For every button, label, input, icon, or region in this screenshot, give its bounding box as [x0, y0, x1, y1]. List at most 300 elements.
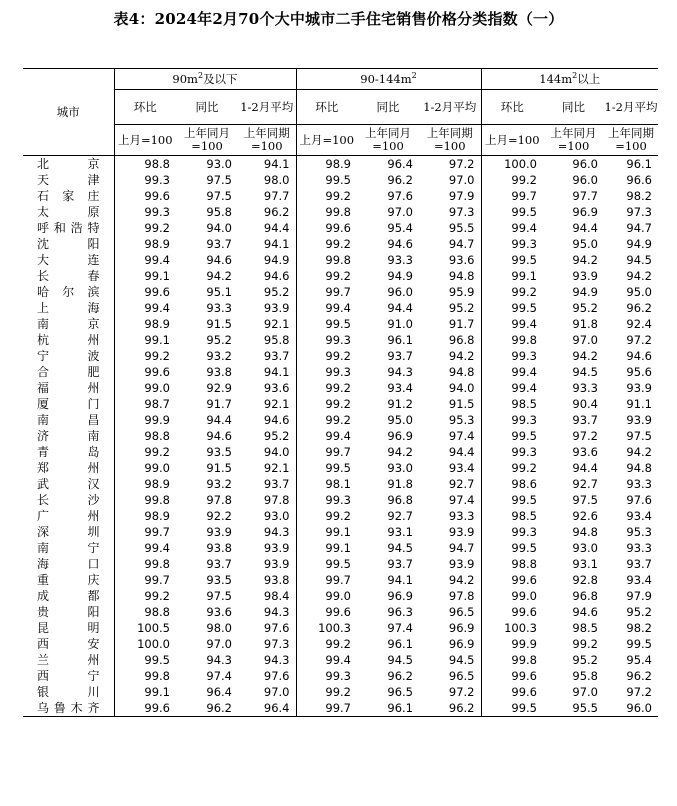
index-value: 93.6: [263, 381, 290, 395]
index-value: 99.6: [481, 572, 543, 588]
city-name: 南宁: [37, 541, 100, 555]
table-row: [23, 284, 658, 300]
table-body: [23, 156, 658, 717]
index-value: 94.5: [572, 365, 598, 379]
index-value: 98.9: [114, 476, 176, 492]
city-name: 贵阳: [37, 605, 100, 619]
index-value: 93.7: [626, 557, 652, 571]
index-value: 99.3: [481, 444, 543, 460]
city-name: 济南: [37, 429, 100, 443]
index-value: 97.3: [626, 205, 652, 219]
index-value: 94.6: [263, 269, 290, 283]
index-value: 93.1: [572, 557, 598, 571]
index-value: 96.9: [572, 205, 598, 219]
index-value: 97.2: [448, 685, 475, 699]
base-header: 上年同月=100: [357, 125, 419, 156]
index-value: 99.4: [114, 300, 176, 316]
index-value: 95.0: [626, 285, 652, 299]
index-value: 94.1: [263, 157, 290, 171]
index-value: 93.2: [206, 349, 232, 363]
index-value: 97.5: [626, 429, 652, 443]
city-name: 南昌: [37, 413, 100, 427]
index-value: 94.3: [263, 605, 290, 619]
metric-header: 1-2月平均: [238, 90, 296, 125]
index-value: 97.6: [626, 493, 652, 507]
index-value: 99.1: [296, 540, 357, 556]
index-value: 95.4: [387, 221, 413, 235]
index-value: 99.6: [296, 604, 357, 620]
index-value: 99.1: [296, 524, 357, 540]
index-value: 97.0: [387, 205, 413, 219]
index-value: 95.2: [263, 429, 290, 443]
city-name: 厦门: [37, 397, 100, 411]
index-value: 99.2: [572, 637, 598, 651]
index-value: 93.7: [387, 349, 413, 363]
index-value: 99.3: [296, 364, 357, 380]
table-row: [23, 236, 658, 252]
table-row: [23, 540, 658, 556]
index-value: 93.0: [263, 509, 290, 523]
index-value: 91.0: [387, 317, 413, 331]
base-header: 上月=100: [481, 125, 543, 156]
index-value: 99.2: [296, 236, 357, 252]
index-value: 99.3: [481, 412, 543, 428]
index-value: 95.6: [626, 365, 652, 379]
index-value: 93.7: [572, 413, 598, 427]
index-value: 99.7: [481, 188, 543, 204]
index-value: 99.8: [296, 252, 357, 268]
group-header-large: $144m^2$以上: [481, 69, 658, 90]
city-column-header: 城市: [23, 69, 114, 156]
index-value: 99.8: [114, 668, 176, 684]
index-value: 100.5: [114, 620, 176, 636]
index-value: 96.6: [626, 173, 652, 187]
index-value: 93.9: [626, 381, 652, 395]
price-index-table: [23, 68, 658, 717]
index-value: 98.7: [114, 396, 176, 412]
index-value: 97.3: [263, 637, 290, 651]
index-value: 99.5: [481, 492, 543, 508]
index-value: 93.0: [387, 461, 413, 475]
index-value: 93.3: [572, 381, 598, 395]
index-value: 93.7: [387, 557, 413, 571]
table-row: [23, 172, 658, 188]
table-row: [23, 700, 658, 717]
table-row: [23, 492, 658, 508]
index-value: 95.5: [448, 221, 475, 235]
index-value: 98.4: [263, 589, 290, 603]
index-value: 93.3: [206, 301, 232, 315]
index-value: 99.4: [296, 300, 357, 316]
index-value: 96.1: [357, 700, 419, 717]
index-value: 99.2: [296, 684, 357, 700]
city-name: 宁波: [37, 349, 100, 363]
index-value: 99.7: [296, 284, 357, 300]
index-value: 94.4: [572, 461, 598, 475]
index-value: 97.4: [206, 669, 232, 683]
table-row: [23, 636, 658, 652]
index-value: 94.1: [387, 573, 413, 587]
index-value: 94.2: [206, 269, 232, 283]
index-value: 94.4: [206, 413, 232, 427]
city-name: 西安: [37, 637, 100, 651]
index-value: 93.9: [206, 525, 232, 539]
city-name: 海口: [37, 557, 100, 571]
index-value: 99.2: [114, 588, 176, 604]
index-value: 91.7: [448, 317, 475, 331]
table-row: [23, 220, 658, 236]
index-value: 93.7: [206, 557, 232, 571]
city-name: 呼和浩特: [37, 221, 100, 235]
page-title: 表4：2024年2月70个大中城市二手住宅销售价格分类指数（一）: [113, 10, 564, 28]
table-row: [23, 380, 658, 396]
index-value: 99.5: [481, 700, 543, 717]
index-value: 98.1: [296, 476, 357, 492]
index-value: 94.7: [626, 221, 652, 235]
index-value: 96.8: [387, 493, 413, 507]
index-value: 94.2: [626, 269, 652, 283]
table-row: [23, 476, 658, 492]
index-value: 99.5: [296, 460, 357, 476]
index-value: 99.5: [114, 652, 176, 668]
table-row: [23, 620, 658, 636]
index-value: 97.2: [626, 333, 652, 347]
index-value: 96.2: [419, 700, 481, 717]
index-value: 99.2: [114, 444, 176, 460]
index-value: 93.3: [387, 253, 413, 267]
index-value: 99.4: [481, 364, 543, 380]
city-name: 重庆: [37, 573, 100, 587]
index-value: 99.6: [114, 700, 176, 717]
index-value: 99.2: [296, 396, 357, 412]
index-value: 94.1: [263, 365, 290, 379]
table-row: [23, 412, 658, 428]
index-value: 91.1: [626, 397, 652, 411]
index-value: 99.2: [481, 172, 543, 188]
index-value: 99.0: [114, 380, 176, 396]
index-value: 94.3: [206, 653, 232, 667]
index-value: 98.5: [572, 621, 598, 635]
table-row: [23, 524, 658, 540]
city-name: 沈阳: [37, 237, 100, 251]
index-value: 99.5: [481, 540, 543, 556]
index-value: 99.6: [296, 220, 357, 236]
index-value: 98.9: [114, 508, 176, 524]
index-value: 94.4: [572, 221, 598, 235]
index-value: 96.4: [206, 685, 232, 699]
index-value: 93.4: [448, 461, 475, 475]
index-value: 98.5: [481, 396, 543, 412]
index-value: 93.8: [263, 573, 290, 587]
index-value: 95.5: [543, 700, 604, 717]
index-value: 99.5: [626, 637, 652, 651]
index-value: 94.8: [626, 461, 652, 475]
index-value: 99.6: [481, 684, 543, 700]
index-value: 92.9: [206, 381, 232, 395]
table-row: [23, 444, 658, 460]
index-value: 94.2: [448, 349, 475, 363]
index-value: 99.7: [296, 444, 357, 460]
city-name: 郑州: [37, 461, 100, 475]
index-value: 94.8: [572, 525, 598, 539]
index-value: 97.7: [263, 189, 290, 203]
index-value: 95.8: [263, 333, 290, 347]
city-name: 银川: [37, 685, 100, 699]
index-value: 98.8: [114, 428, 176, 444]
index-value: 94.9: [572, 285, 598, 299]
metric-header: 同比: [176, 90, 238, 125]
table-row: [23, 348, 658, 364]
city-name: 太原: [37, 205, 100, 219]
index-value: 94.7: [448, 237, 475, 251]
index-value: 100.0: [481, 156, 543, 173]
metric-header: 环比: [114, 90, 176, 125]
index-value: 93.9: [263, 301, 290, 315]
index-value: 95.8: [572, 669, 598, 683]
index-value: 94.0: [263, 445, 290, 459]
index-value: 94.5: [387, 541, 413, 555]
table-row: [23, 428, 658, 444]
index-value: 91.2: [387, 397, 413, 411]
index-value: 99.2: [296, 188, 357, 204]
city-name: 成都: [37, 589, 100, 603]
index-value: 95.2: [572, 653, 598, 667]
city-name: 大连: [37, 253, 100, 267]
index-value: 99.4: [481, 316, 543, 332]
index-value: 99.7: [114, 572, 176, 588]
index-value: 92.1: [263, 461, 290, 475]
index-value: 99.3: [296, 668, 357, 684]
index-value: 91.7: [206, 397, 232, 411]
index-value: 91.5: [448, 397, 475, 411]
index-value: 97.5: [572, 493, 598, 507]
index-value: 94.6: [626, 349, 652, 363]
index-value: 95.2: [448, 301, 475, 315]
index-value: 93.0: [206, 157, 232, 171]
table-row: [23, 460, 658, 476]
index-value: 99.3: [296, 492, 357, 508]
index-value: 94.1: [263, 237, 290, 251]
table-row: [23, 252, 658, 268]
index-value: 92.4: [626, 317, 652, 331]
index-value: 98.6: [481, 476, 543, 492]
index-value: 96.8: [572, 589, 598, 603]
index-value: 97.9: [626, 589, 652, 603]
index-value: 98.8: [481, 556, 543, 572]
index-value: 98.8: [114, 156, 176, 173]
table-row: [23, 572, 658, 588]
index-value: 99.2: [481, 284, 543, 300]
city-name: 广州: [37, 509, 100, 523]
index-value: 98.9: [296, 156, 357, 173]
index-value: 96.0: [572, 173, 598, 187]
index-value: 99.2: [296, 412, 357, 428]
index-value: 97.6: [387, 189, 413, 203]
index-value: 93.4: [626, 509, 652, 523]
index-value: 94.6: [263, 413, 290, 427]
city-name: 上海: [37, 301, 100, 315]
index-value: 96.4: [387, 157, 413, 171]
index-value: 96.2: [263, 205, 290, 219]
index-value: 94.2: [572, 253, 598, 267]
index-value: 94.9: [626, 237, 652, 251]
index-value: 97.5: [206, 173, 232, 187]
index-value: 94.2: [387, 445, 413, 459]
index-value: 99.8: [481, 652, 543, 668]
index-value: 99.1: [481, 268, 543, 284]
index-value: 95.0: [387, 413, 413, 427]
index-value: 96.1: [626, 157, 652, 171]
table-row: [23, 668, 658, 684]
index-value: 99.5: [296, 172, 357, 188]
index-value: 99.5: [296, 556, 357, 572]
table-row: [23, 156, 658, 173]
index-value: 95.8: [206, 205, 232, 219]
group-header-small: $90m^2$及以下: [114, 69, 296, 90]
index-value: 94.4: [387, 301, 413, 315]
index-value: 91.5: [206, 317, 232, 331]
index-value: 93.7: [263, 349, 290, 363]
index-value: 96.5: [448, 669, 475, 683]
index-value: 95.2: [572, 301, 598, 315]
index-value: 96.5: [387, 685, 413, 699]
index-value: 92.1: [263, 317, 290, 331]
index-value: 93.8: [206, 541, 232, 555]
table-row: [23, 588, 658, 604]
index-value: 96.1: [387, 333, 413, 347]
index-value: 94.5: [387, 653, 413, 667]
index-value: 94.2: [448, 573, 475, 587]
index-value: 99.5: [296, 316, 357, 332]
index-value: 97.5: [206, 189, 232, 203]
index-value: 99.3: [296, 332, 357, 348]
city-name: 福州: [37, 381, 100, 395]
index-value: 99.3: [481, 524, 543, 540]
index-value: 94.2: [626, 445, 652, 459]
index-value: 98.0: [263, 173, 290, 187]
table-row: [23, 364, 658, 380]
index-value: 98.2: [626, 189, 652, 203]
index-value: 92.7: [387, 509, 413, 523]
index-value: 99.8: [114, 492, 176, 508]
metric-header: 同比: [543, 90, 604, 125]
city-name: 乌鲁木齐: [23, 700, 114, 717]
index-value: 93.3: [626, 477, 652, 491]
city-name: 武汉: [37, 477, 100, 491]
index-value: 97.0: [572, 333, 598, 347]
index-value: 95.0: [572, 237, 598, 251]
table-row: [23, 684, 658, 700]
base-header: 上年同期=100: [604, 125, 658, 156]
index-value: 93.6: [448, 253, 475, 267]
index-value: 93.9: [263, 541, 290, 555]
index-value: 92.7: [572, 477, 598, 491]
index-value: 96.1: [387, 637, 413, 651]
index-value: 97.5: [206, 589, 232, 603]
metric-header: 环比: [296, 90, 357, 125]
index-value: 97.3: [448, 205, 475, 219]
index-value: 93.2: [206, 477, 232, 491]
index-value: 94.0: [448, 381, 475, 395]
index-value: 97.2: [626, 685, 652, 699]
index-value: 99.2: [114, 348, 176, 364]
table-row: [23, 268, 658, 284]
index-value: 97.0: [263, 685, 290, 699]
index-value: 99.4: [114, 540, 176, 556]
city-name: 石家庄: [37, 189, 100, 203]
metric-header: 环比: [481, 90, 543, 125]
index-value: 92.6: [572, 509, 598, 523]
city-name: 天津: [37, 173, 100, 187]
index-value: 99.9: [114, 412, 176, 428]
index-value: 99.4: [114, 252, 176, 268]
index-value: 97.9: [448, 189, 475, 203]
index-value: 96.0: [572, 157, 598, 171]
index-value: 99.7: [296, 700, 357, 717]
index-value: 94.5: [448, 653, 475, 667]
index-value: 96.2: [626, 669, 652, 683]
index-value: 93.6: [572, 445, 598, 459]
city-name: 青岛: [37, 445, 100, 459]
table-row: [23, 204, 658, 220]
table-row: [23, 316, 658, 332]
index-value: 99.4: [481, 380, 543, 396]
index-value: 97.8: [448, 589, 475, 603]
index-value: 92.8: [572, 573, 598, 587]
group-header-row: [23, 69, 658, 90]
index-value: 99.8: [296, 204, 357, 220]
index-value: 98.5: [481, 508, 543, 524]
index-value: 99.2: [296, 348, 357, 364]
index-value: 99.6: [114, 188, 176, 204]
index-value: 99.4: [296, 652, 357, 668]
city-name: 北京: [37, 157, 100, 171]
index-value: 96.4: [238, 700, 296, 717]
city-name: 杭州: [37, 333, 100, 347]
index-value: 95.4: [626, 653, 652, 667]
index-value: 93.9: [263, 557, 290, 571]
index-value: 99.5: [481, 428, 543, 444]
index-value: 99.4: [481, 220, 543, 236]
base-header: 上年同期=100: [419, 125, 481, 156]
index-value: 94.2: [572, 349, 598, 363]
index-value: 97.8: [206, 493, 232, 507]
table-row: [23, 300, 658, 316]
index-value: 95.2: [206, 333, 232, 347]
index-value: 100.3: [296, 620, 357, 636]
index-value: 96.9: [387, 589, 413, 603]
index-value: 96.9: [448, 637, 475, 651]
index-value: 99.8: [114, 556, 176, 572]
index-value: 99.7: [296, 572, 357, 588]
index-value: 99.4: [296, 428, 357, 444]
city-name: 昆明: [37, 621, 100, 635]
index-value: 99.0: [114, 460, 176, 476]
index-value: 93.9: [626, 413, 652, 427]
index-value: 97.0: [448, 173, 475, 187]
base-header-row: [23, 125, 658, 156]
index-value: 97.0: [206, 637, 232, 651]
index-value: 97.6: [263, 669, 290, 683]
index-value: 99.9: [481, 636, 543, 652]
index-value: 98.9: [114, 316, 176, 332]
index-value: 97.4: [448, 429, 475, 443]
table-row: [23, 652, 658, 668]
index-value: 98.9: [114, 236, 176, 252]
index-value: 94.4: [263, 221, 290, 235]
index-value: 99.2: [296, 268, 357, 284]
index-value: 93.9: [448, 525, 475, 539]
